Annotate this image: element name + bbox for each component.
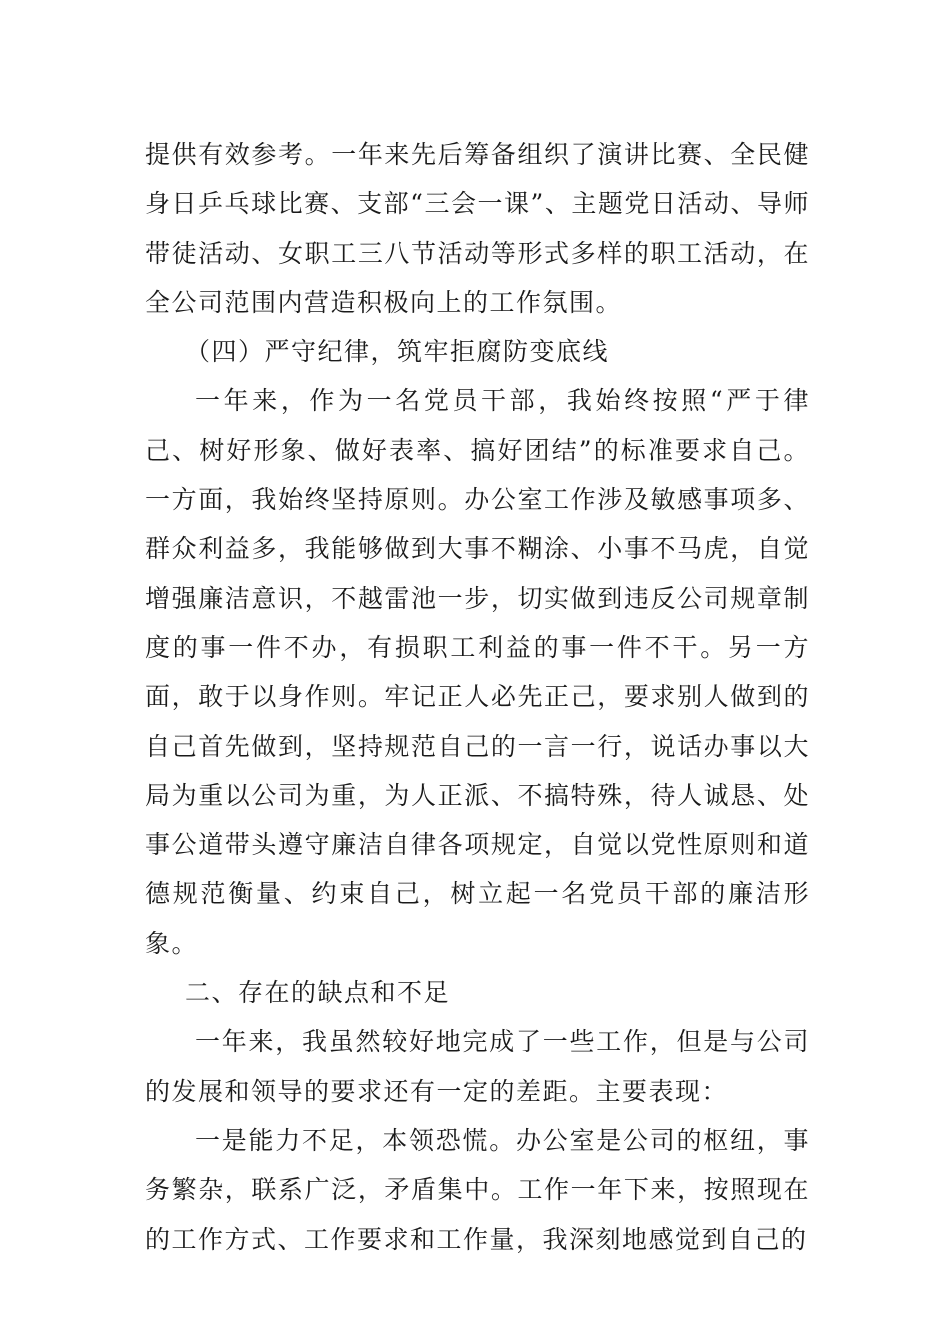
paragraph-ability: 一是能力不足，本领恐慌。办公室是公司的枢纽，事务繁杂，联系广泛，矛盾集中。工作一年下来，按照现在的工作方式、工作要求和工作量，我深刻地感觉到自己的 [145, 1125, 810, 1254]
section-heading-four: （四）严守纪律，筑牢拒腐防变底线 [185, 337, 610, 367]
paragraph-shortcomings-intro: 一年来，我虽然较好地完成了一些工作，但是与公司的发展和领导的要求还有一定的差距。主要表现： [145, 1027, 810, 1106]
paragraph-discipline: 一年来，作为一名党员干部，我始终按照“严于律己、树好形象、做好表率、搞好团结”的标准要求自己。一方面，我始终坚持原则。办公室工作涉及敏感事项多、群众利益多，我能够做到大事不糊涂、小事不马虎，自觉增强廉洁意识，不越雷池一步，切实做到违反公司规章制度的事一件不办，有损职工利益的事一件不干。另一方面，敢于以身作则。牢记正人必先正己，要求别人做到的自己首先做到，坚持规范自己的一言一行，说话办事以大局为重以公司为重，为人正派、不搞特殊，待人诚恳、处事公道带头遵守廉洁自律各项规定，自觉以党性原则和道德规范衡量、约束自己，树立起一名党员干部的廉洁形象。 [145, 386, 810, 958]
section-heading-shortcomings: 二、存在的缺点和不足 [185, 978, 451, 1008]
paragraph-continuation: 提供有效参考。一年来先后筹备组织了演讲比赛、全民健身日乒乓球比赛、支部“三会一课”、主题党日活动、导师带徒活动、女职工三八节活动等形式多样的职工活动，在全公司范围内营造积极向上的工作氛围。 [145, 140, 810, 317]
document-body [145, 130, 810, 1264]
